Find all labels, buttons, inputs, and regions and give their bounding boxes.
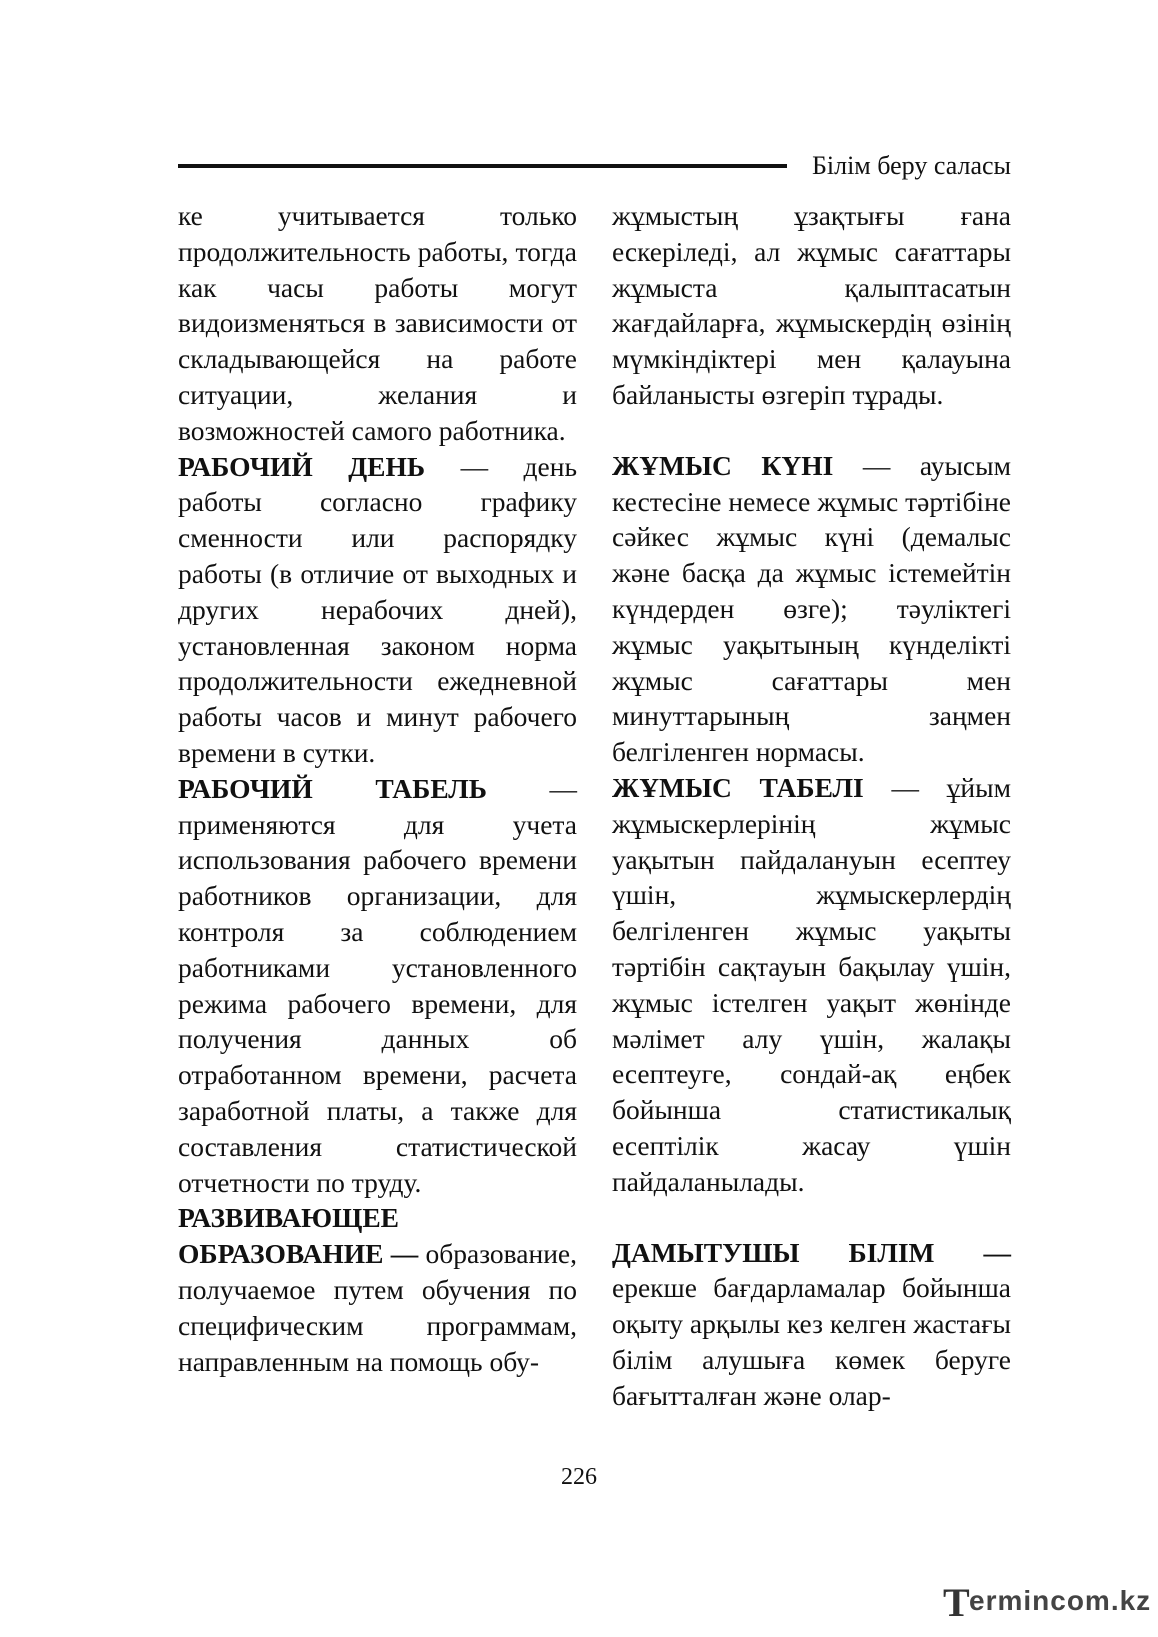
running-header <box>178 148 1011 184</box>
entry-rabochiy-tabel <box>178 771 577 1201</box>
entry-definition: ерекше бағдарламалар бойынша оқыту арқылы кез келген жастағы білім алушыға көмек беруге бағытталған және олар- <box>612 1272 1011 1411</box>
header-title: Білім беру саласы <box>811 151 1011 180</box>
entry-term: ЖҰМЫС КҮНІ <box>612 449 834 481</box>
entry-term: ЖҰМЫС ТАБЕЛІ <box>612 771 864 803</box>
entry-zhumys-kuni <box>612 448 1011 770</box>
entry-rabochiy-den <box>178 449 577 771</box>
site-watermark <box>943 1577 1152 1625</box>
entry-continuation <box>178 198 577 449</box>
entry-term: РАБОЧИЙ ТАБЕЛЬ <box>178 772 487 804</box>
entry-continuation <box>612 198 1011 413</box>
entry-definition: — ұйым жұмыскерлерінің жұмыс уақытын пайдалануын есептеу үшін, жұмыскерлердің белгіленген жұмыс уақыты тәртібін сақтауын бақылау үшін, жұмыс істелген уақыт жөнінде мәлімет алу үшін, жалақы есептеуге, сондай-ақ еңбек бойынша статистикалық есептілік жасау үшін пайдаланылады. <box>612 771 1011 1197</box>
entry-definition: образование, получаемое путем обучения по специфическим программам, направленным на помощь обу- <box>178 1238 577 1377</box>
entry-term: ДАМЫТУШЫ БІЛІМ — <box>612 1236 1011 1268</box>
entry-razvivayushchee-obrazovanie <box>178 1200 577 1379</box>
watermark-logo-text: ermincom.kz <box>969 1585 1152 1616</box>
entry-definition: ке учитывается только продолжительность работы, тогда как часы работы могут видоизменяться в зависимости от складывающейся на работе ситуации, желания и возможностей самого работника. <box>178 200 577 446</box>
entry-definition: — ауысым кестесіне немесе жұмыс тәртібіне сәйкес жұмыс күні (демалыс және басқа да жұмыс істемейтін күндерден өзге); тәуліктегі жұмыс уақытының күнделікті жұмыс сағаттары мен минуттарының заңмен белгіленген нормасы. <box>612 449 1012 768</box>
left-column <box>178 198 577 1379</box>
entry-definition: — день работы согласно графику сменности или распорядку работы (в отличие от выходных и других нерабочих дней), установленная законом норма продолжительности ежедневной работы часов и минут рабочего времени в сутки. <box>178 450 577 768</box>
entry-damytushy-bilim <box>612 1235 1011 1414</box>
watermark-logo-letter: T <box>943 1580 970 1625</box>
header-rule <box>178 164 787 168</box>
entry-definition: — применяются для учета использования рабочего времени работников организации, для контроля за соблюдением работниками установленного режима рабочего времени, для получения данных об отработанном времени, расчета заработной платы, а также для составления статистической отчетности по труду. <box>178 772 577 1198</box>
entry-term: РАЗВИВАЮЩЕЕ ОБРАЗОВАНИЕ — <box>178 1202 419 1270</box>
right-column <box>612 198 1011 1414</box>
entry-definition: жұмыстың ұзақтығы ғана ескеріледі, ал жұмыс сағаттары жұмыста қалыптасатын жағдайларға, жұмыскердің өзінің мүмкіндіктері мен қалауына байланысты өзгеріп тұрады. <box>612 200 1011 410</box>
entry-zhumys-tabeli <box>612 770 1011 1200</box>
entry-term: РАБОЧИЙ ДЕНЬ <box>178 450 426 482</box>
page-number: 226 <box>561 1464 597 1490</box>
